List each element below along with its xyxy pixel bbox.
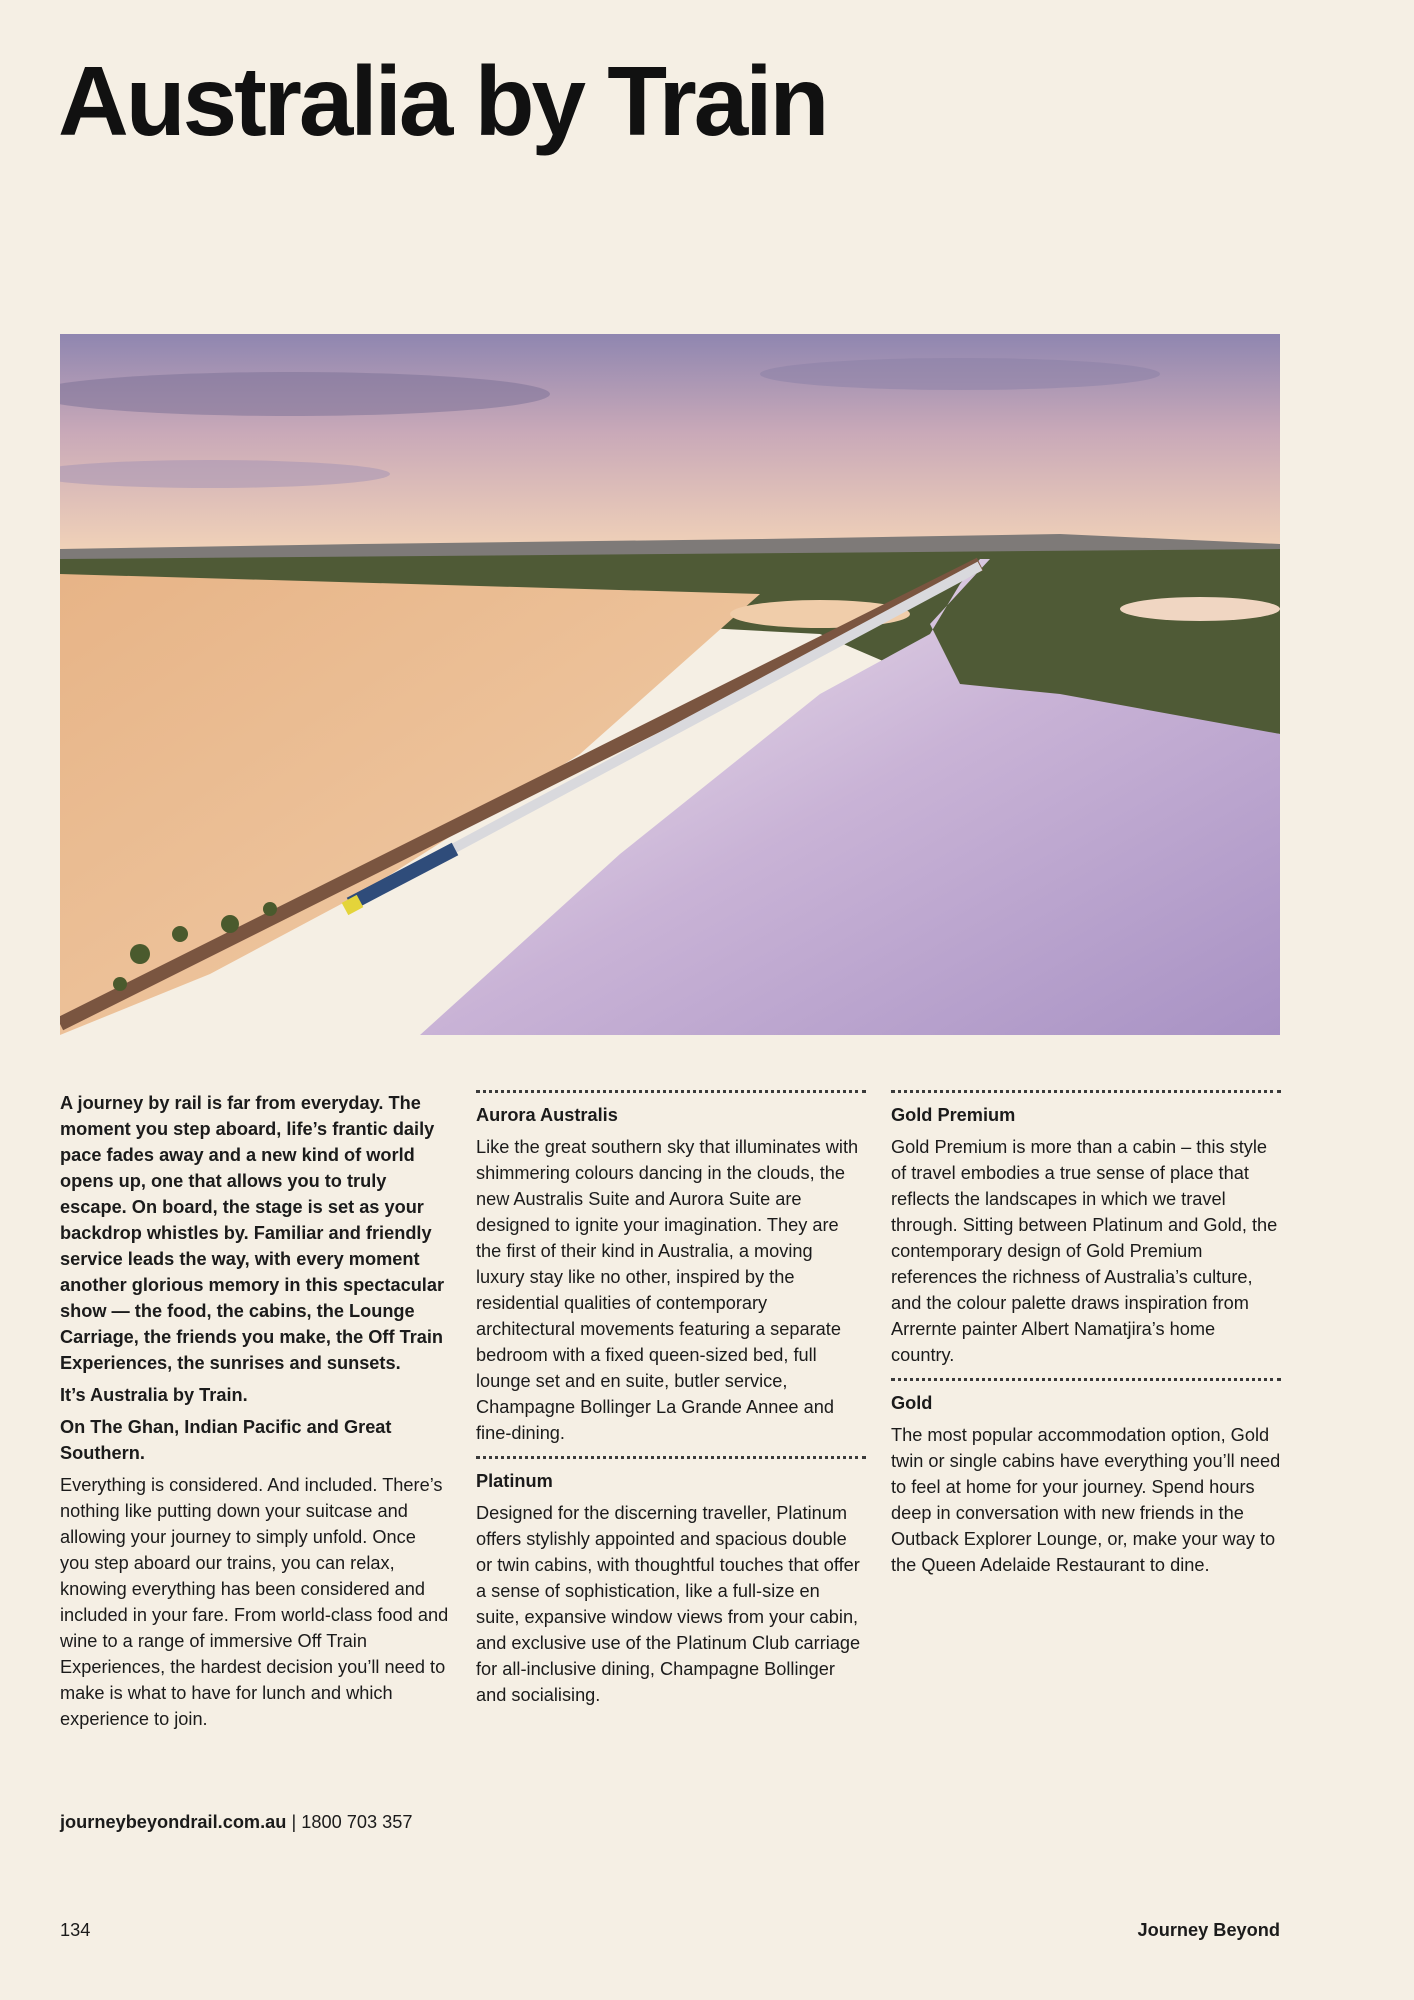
- brand-name: Journey Beyond: [1137, 1920, 1280, 1940]
- website-link[interactable]: journeybeyondrail.com.au: [60, 1812, 287, 1832]
- platinum-heading: Platinum: [476, 1471, 553, 1491]
- intro-subtitle: On The Ghan, Indian Pacific and Great Southern.: [60, 1417, 392, 1463]
- middle-column: [476, 1090, 866, 1718]
- dotted-divider: [891, 1378, 1281, 1381]
- intro-lead: A journey by rail is far from everyday. The moment you step aboard, life’s frantic daily pace fades away and a new kind of world opens up, one that allows you to truly escape. On board, the stage is set as your backdrop whistles by. Familiar and friendly service leads the way, with every moment another glorious memory in this spectacular show — the food, the cabins, the Lounge Carriage, the friends you make, the Off Train Experiences, the sunrises and sunsets.: [60, 1093, 445, 1373]
- contact-line: [60, 1812, 413, 1833]
- intro-body: Everything is considered. And included. There’s nothing like putting down your suitcase and allowing your journey to simply unfold. Once you step aboard our trains, you can relax, knowing everything has been considered and included in your fare. From world-class food and wine to a range of immersive Off Train Experiences, the hardest decision you’ll need to make is what to have for lunch and which experience to join.: [60, 1475, 449, 1729]
- dotted-divider: [891, 1090, 1281, 1093]
- aurora-text: Like the great southern sky that illuminates with shimmering colours dancing in the clouds, the new Australis Suite and Aurora Suite are designed to ignite your imagination. They are the first of their kind in Australia, a moving luxury stay like no other, inspired by the residential qualities of contemporary architectural movements featuring a separate bedroom with a fixed queen-sized bed, full lounge set and en suite, butler service, Champagne Bollinger La Grande Annee and fine-dining.: [476, 1137, 859, 1443]
- gold-premium-section: [891, 1090, 1281, 1368]
- contact-separator: |: [286, 1812, 302, 1832]
- dotted-divider: [476, 1456, 866, 1459]
- aurora-australis-section: [476, 1090, 866, 1446]
- dotted-divider: [476, 1090, 866, 1093]
- hero-photo: [60, 334, 1280, 1035]
- aurora-heading: Aurora Australis: [476, 1105, 618, 1125]
- platinum-text: Designed for the discerning traveller, Platinum offers stylishly appointed and spacious double or twin cabins, with thoughtful touches that offer a sense of sophistication, like a full-size en suite, expansive window views from your cabin, and exclusive use of the Platinum Club carriage for all-inclusive dining, Champagne Bollinger and socialising.: [476, 1503, 861, 1705]
- intro-tagline: It’s Australia by Train.: [60, 1385, 248, 1405]
- right-column: [891, 1090, 1281, 1588]
- gold-premium-heading: Gold Premium: [891, 1105, 1016, 1125]
- page-number: 134: [60, 1920, 91, 1940]
- intro-column: [60, 1090, 450, 1738]
- gold-heading: Gold: [891, 1393, 933, 1413]
- phone-number[interactable]: 1800 703 357: [301, 1812, 413, 1832]
- platinum-section: [476, 1456, 866, 1708]
- gold-text: The most popular accommodation option, Gold twin or single cabins have everything you’ll need to feel at home for your journey. Spend hours deep in conversation with new friends in the Outback Explorer Lounge, or, make your way to the Queen Adelaide Restaurant to dine.: [891, 1425, 1281, 1575]
- train-salt-lake-photo: [60, 334, 1280, 1035]
- gold-premium-text: Gold Premium is more than a cabin – this style of travel embodies a true sense of place that reflects the landscapes in which we travel through. Sitting between Platinum and Gold, the contemporary design of Gold Premium references the richness of Australia’s culture, and the colour palette draws inspiration from Arrernte painter Albert Namatjira’s home country.: [891, 1137, 1278, 1365]
- page-title: Australia by Train: [58, 46, 827, 156]
- gold-section: [891, 1378, 1281, 1578]
